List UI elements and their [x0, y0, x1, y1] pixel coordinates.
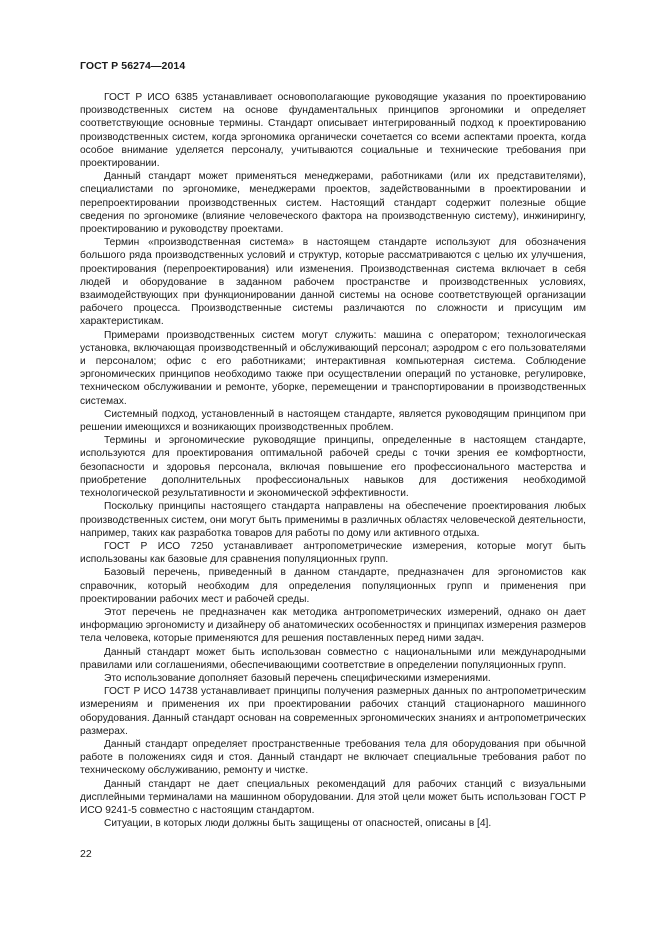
document-body [80, 91, 586, 830]
paragraph: Данный стандарт может применяться менеджерами, работниками (или их представителями), специалистами по эргономике, менеджерами проектов, задействованными в проектировании и перепроектировании производственных систем. Настоящий стандарт содержит полезные общие сведения по эргономике (влияние человеческого фактора на производственную систему), инжинирингу, проектированию и руководству проектами. [80, 171, 586, 236]
paragraph: Данный стандарт может быть использован совместно с национальными или международными правилами или соглашениями, обеспечивающими соответствие в определении популяционных групп. [80, 646, 586, 671]
paragraph: Данный стандарт определяет пространственные требования тела для оборудования при обычной работе в положениях сидя и стоя. Данный стандарт не включает специальные требования работ по техническому обслуживанию, ремонту и чистке. [80, 738, 586, 777]
paragraph: ГОСТ Р ИСО 6385 устанавливает основополагающие руководящие указания по проектированию производственных систем на основе фундаментальных принципов эргономики и определяет соответствующие основные термины. Стандарт описывает интегрированный подход к проектированию производственных систем, когда эргономика органически сочетается со всеми аспектами проекта, когда особое внимание уделяется персоналу, учитываются социальные и технические требования при проектировании. [80, 92, 586, 170]
paragraph: Примерами производственных систем могут служить: машина с оператором; технологическая установка, включающая производственный и обслуживающий персонал; аэродром с его пользователями и персоналом; офис с его работниками; интерактивная компьютерная система. Соблюдение эргономических принципов необходимо также при осуществлении операций по установке, регулировке, техническом обслуживании и ремонте, уборке, перемещении и транспортировании в производственных системах. [80, 329, 586, 407]
paragraph: Базовый перечень, приведенный в данном стандарте, предназначен для эргономистов как справочник, который необходим для определения популяционных групп и применения при проектировании рабочих мест и рабочей среды. [80, 567, 586, 605]
paragraph: Термин «производственная система» в настоящем стандарте используют для обозначения большого ряда производственных условий и структур, которые рассматриваются с целью их улучшения, проектирования (перепроектирования) или изменения. Производственная система включает в себя людей и оборудование в заданном рабочем пространстве и производственных условиях, взаимодействующих при функционировании данной системы на основе соответствующей организации рабочего процесса. Производственные системы различаются по сложности и присущим им характеристикам. [80, 237, 586, 328]
paragraph: Этот перечень не предназначен как методика антропометрических измерений, однако он дает информацию эргономисту и дизайнеру об анатомических особенностях и принципах измерения размеров тела человека, которые применяются для решения поставленных перед ними задач. [80, 606, 586, 645]
paragraph: Системный подход, установленный в настоящем стандарте, является руководящим принципом при решении имеющихся и возникающих производственных проблем. [80, 408, 586, 434]
paragraph: Данный стандарт не дает специальных рекомендаций для рабочих станций с визуальными дисплейными терминалами на машинном оборудовании. Для этой цели может быть использован ГОСТ Р ИСО 9241-5 совместно с настоящим стандартом. [80, 778, 586, 816]
page-number: 22 [80, 848, 92, 860]
document-header: ГОСТ Р 56274—2014 [80, 60, 186, 72]
paragraph: Ситуации, в которых люди должны быть защищены от опасностей, описаны в [4]. [104, 818, 492, 830]
paragraph: ГОСТ Р ИСО 14738 устанавливает принципы получения размерных данных по антропометрическим измерениям и применения их при проектировании рабочих станций стационарного машинного оборудования. Данный стандарт основан на современных эргономических знаниях и антропометрических размерах. [80, 686, 586, 737]
paragraph: Это использование дополняет базовый перечень специфическими измерениями. [104, 672, 491, 684]
paragraph: Поскольку принципы настоящего стандарта направлены на обеспечение проектирования любых производственных систем, они могут быть применимы в различных областях человеческой деятельности, например, таких как разработка товаров для работы по дому или активного отдыха. [80, 501, 586, 539]
paragraph: ГОСТ Р ИСО 7250 устанавливает антропометрические измерения, которые могут быть использованы как базовые для сравнения популяционных групп. [80, 540, 586, 566]
paragraph: Термины и эргономические руководящие принципы, определенные в настоящем стандарте, используются для проектирования оптимальной рабочей среды с точки зрения ее комфортности, безопасности и здоровья персонала, включая повышение его профессионального мастерства и приобретение дополнительных профессиональных навыков для достижения необходимой технологической результативности и экономической эффективности. [80, 435, 586, 500]
